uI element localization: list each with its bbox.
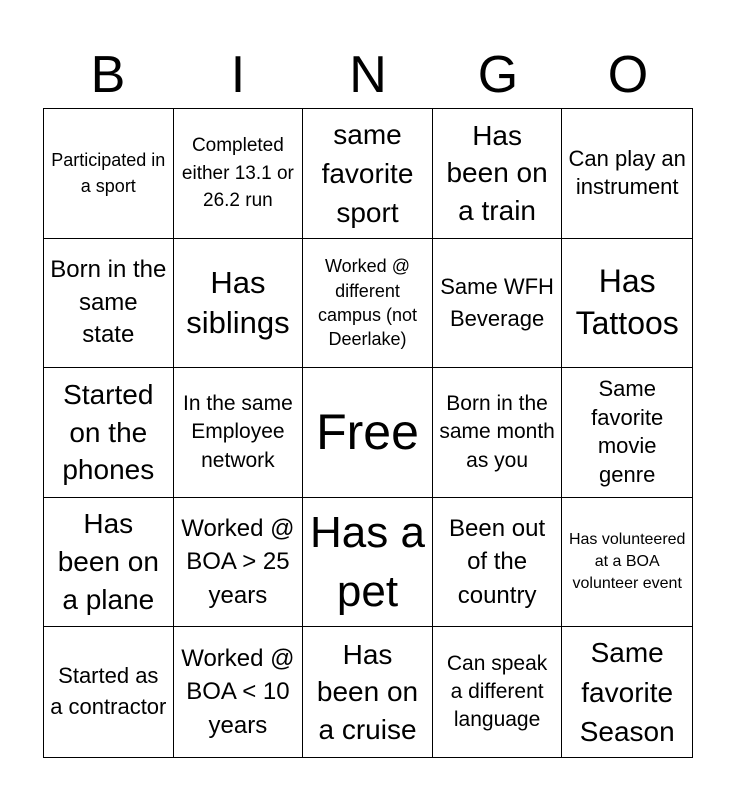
bingo-cell[interactable]: [433, 109, 563, 239]
bingo-cell-text: Born in the same state: [50, 256, 167, 349]
bingo-cell[interactable]: [433, 239, 563, 369]
bingo-cell-text: Participated in a sport: [51, 150, 166, 197]
bingo-cell-text: Same favorite Season: [579, 637, 675, 747]
bingo-cell-text: Worked @ BOA > 25 years: [181, 514, 295, 609]
bingo-cell-text: Has Tattoos: [575, 263, 679, 341]
bingo-cell[interactable]: [44, 109, 174, 239]
bingo-cell-text: Started on the phones: [62, 378, 155, 486]
bingo-cell[interactable]: [174, 627, 304, 757]
bingo-cell-text: same favorite sport: [321, 118, 414, 228]
bingo-cell[interactable]: [562, 109, 692, 239]
bingo-cell[interactable]: [433, 368, 563, 498]
bingo-cell-text: Same favorite movie genre: [591, 376, 664, 488]
bingo-cell[interactable]: [303, 368, 433, 498]
bingo-cell[interactable]: [303, 498, 433, 628]
header-letter-b: B: [90, 46, 126, 104]
bingo-cell[interactable]: [44, 239, 174, 369]
header-letter-o: O: [607, 46, 649, 104]
bingo-cell-text: Started as a contractor: [50, 663, 167, 720]
bingo-cell[interactable]: [44, 368, 174, 498]
bingo-cell-text: Has volunteered at a BOA volunteer event: [568, 530, 686, 593]
bingo-cell[interactable]: [303, 239, 433, 369]
bingo-cell[interactable]: [303, 627, 433, 757]
bingo-cell-text: Can play an instrument: [568, 145, 686, 200]
bingo-cell-text: Has siblings: [186, 264, 290, 340]
bingo-cell[interactable]: [44, 627, 174, 757]
bingo-cell[interactable]: [562, 239, 692, 369]
bingo-cell-text: Can speak a different language: [446, 651, 548, 732]
bingo-cell[interactable]: [174, 498, 304, 628]
header-letter-n: N: [349, 46, 387, 104]
bingo-cell[interactable]: [433, 498, 563, 628]
bingo-cell-text: Worked @ different campus (not Deerlake): [317, 256, 418, 350]
bingo-cell[interactable]: [562, 368, 692, 498]
bingo-cell-text: Has been on a plane: [57, 508, 159, 615]
bingo-cell[interactable]: [174, 109, 304, 239]
bingo-cell[interactable]: [303, 109, 433, 239]
bingo-cell-text: Born in the same month as you: [439, 391, 555, 472]
bingo-cell[interactable]: [44, 498, 174, 628]
bingo-cell-text: Has a pet: [310, 507, 425, 617]
bingo-cell-text: Completed either 13.1 or 26.2 run: [181, 134, 294, 212]
bingo-cell-text: Been out of the country: [449, 514, 546, 609]
bingo-cell-text: Worked @ BOA < 10 years: [181, 644, 295, 739]
bingo-cell-text: In the same Employee network: [183, 391, 293, 472]
bingo-cell[interactable]: [174, 239, 304, 369]
header-letter-i: I: [230, 46, 246, 104]
bingo-board: [43, 108, 693, 758]
bingo-cell-text: Same WFH Beverage: [440, 274, 554, 331]
bingo-cell-text: Free: [316, 404, 419, 461]
bingo-cell[interactable]: [433, 627, 563, 757]
bingo-cell-text: Has been on a cruise: [316, 638, 419, 746]
bingo-cell-text: Has been on a train: [446, 119, 548, 227]
bingo-header: [43, 42, 693, 108]
bingo-cell[interactable]: [174, 368, 304, 498]
bingo-cell[interactable]: [562, 498, 692, 628]
header-letter-g: G: [477, 46, 519, 104]
bingo-cell[interactable]: [562, 627, 692, 757]
